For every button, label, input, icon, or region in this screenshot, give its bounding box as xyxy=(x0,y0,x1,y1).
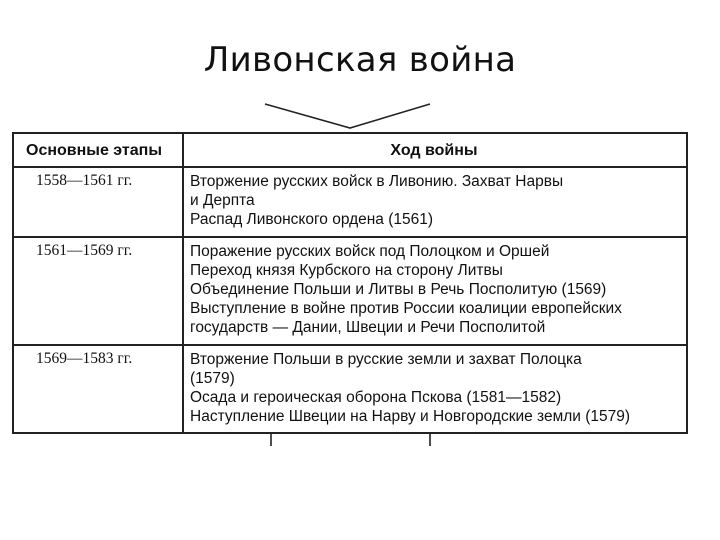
table-row xyxy=(14,236,686,344)
header-course: Ход войны xyxy=(390,142,478,159)
table-row xyxy=(14,168,686,236)
event-item: Наступление Швеции на Нарву и Новгородские земли (1579) xyxy=(190,408,631,425)
page-title: Ливонская война xyxy=(203,40,517,80)
event-item: Объединение Польши и Литвы в Речь Посполитую (1569) xyxy=(190,281,607,298)
event-list xyxy=(190,172,682,229)
stage-period: 1558—1561 гг. xyxy=(36,172,133,189)
event-item: Поражение русских войск под Полоцком и Оршей xyxy=(190,243,550,260)
event-item: государств — Дании, Швеции и Речи Посполитой xyxy=(190,319,546,336)
event-item: Переход князя Курбского на сторону Литвы xyxy=(190,262,503,279)
event-item: Вторжение русских войск в Ливонию. Захват Нарвы xyxy=(190,173,564,190)
table-header-row xyxy=(14,134,686,168)
stage-period: 1569—1583 гг. xyxy=(36,350,133,367)
stage-period: 1561—1569 гг. xyxy=(36,242,133,259)
event-item: Вторжение Польши в русские земли и захват Полоцка xyxy=(190,351,582,368)
event-item: Распад Ливонского ордена (1561) xyxy=(190,211,434,228)
event-list xyxy=(190,242,682,337)
header-stages: Основные этапы xyxy=(26,142,162,159)
event-item: Выступление в войне против России коалиции европейских xyxy=(190,300,622,317)
event-item: и Дерпта xyxy=(190,192,255,209)
event-item: Осада и героическая оборона Пскова (1581—1582) xyxy=(190,389,562,406)
event-list xyxy=(190,350,682,426)
war-stages-table xyxy=(12,132,688,434)
top-arrow-lines xyxy=(265,104,430,128)
table-row xyxy=(14,344,686,432)
event-item: (1579) xyxy=(190,370,235,387)
